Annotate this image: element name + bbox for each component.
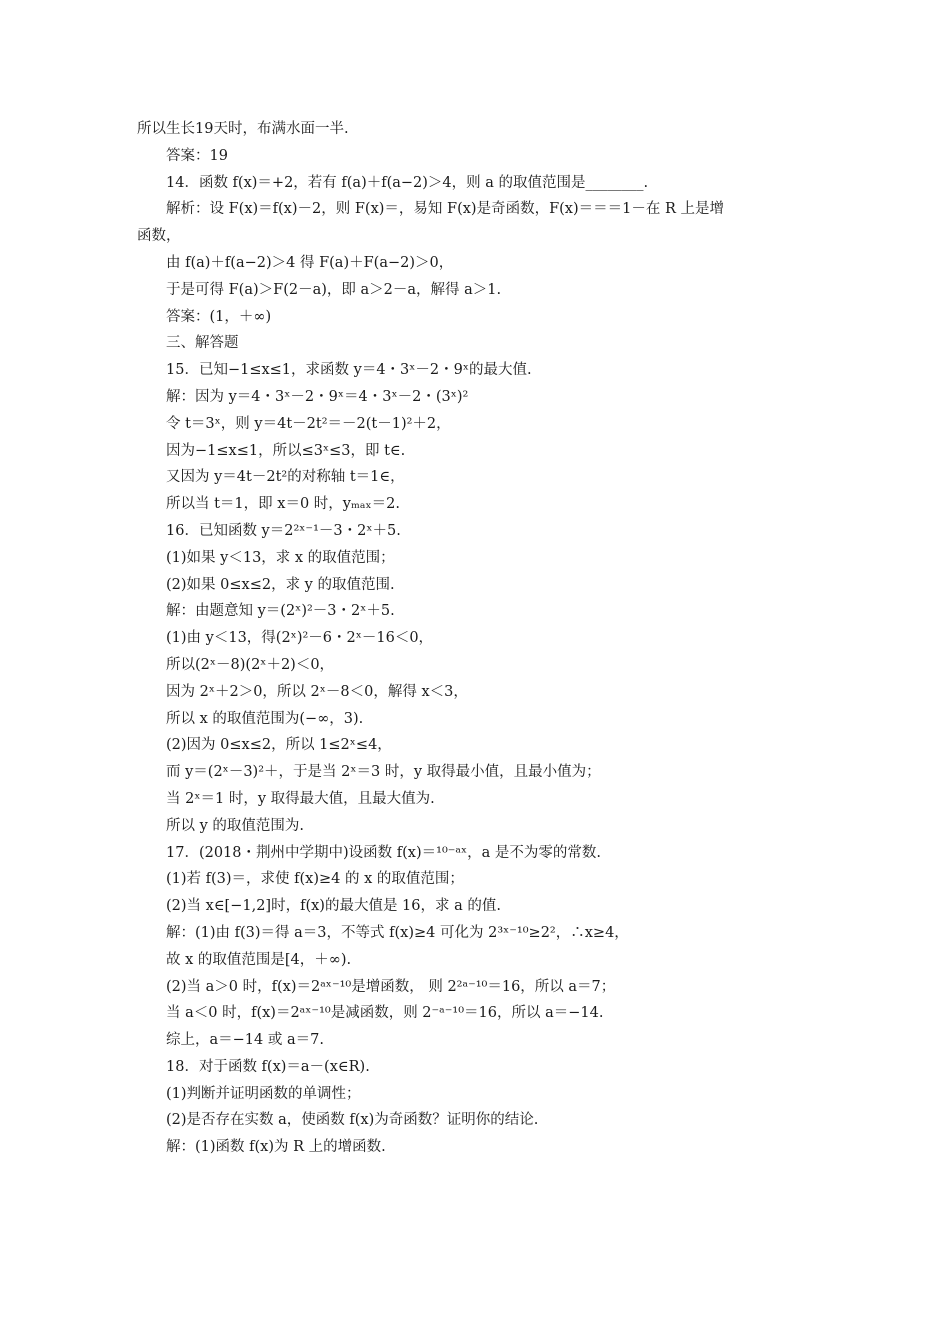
text-line: 令 t＝3ˣ，则 y＝4t－2t²＝－2(t－1)²＋2， (166, 415, 451, 432)
text-line: 又因为 y＝4t－2t²的对称轴 t＝1∈， (166, 469, 405, 486)
text-line: 由 f(a)＋f(a−2)＞4 得 F(a)＋F(a−2)＞0， (166, 254, 454, 271)
text-line: 三、解答题 (166, 335, 239, 352)
text-line: (2)当 x∈[−1,2]时，f(x)的最大值是 16，求 a 的值. (166, 898, 501, 915)
text-line: 解：由题意知 y＝(2ˣ)²－3・2ˣ＋5. (166, 603, 395, 620)
text-line: 当 2ˣ＝1 时，y 取得最大值，且最大值为. (166, 790, 435, 807)
text-line: (1)判断并证明函数的单调性； (166, 1085, 361, 1102)
text-line: 答案：19 (166, 147, 228, 164)
text-line: 因为−1≤x≤1，所以≤3ˣ≤3，即 t∈. (166, 442, 406, 459)
text-line: 所以生长19天时，布满水面一半. (137, 121, 349, 137)
text-line: (2)是否存在实数 a，使函数 f(x)为奇函数？证明你的结论. (166, 1112, 539, 1129)
text-line: 17．(2018・荆州中学期中)设函数 f(x)＝¹⁰⁻ᵃˣ，a 是不为零的常数. (166, 844, 602, 861)
text-line: (1)若 f(3)＝，求使 f(x)≥4 的 x 的取值范围； (166, 871, 464, 888)
text-line: (1)如果 y＜13，求 x 的取值范围； (166, 549, 395, 566)
document-body (0, 116, 950, 1161)
text-line: 而 y＝(2ˣ－3)²＋，于是当 2ˣ＝3 时，y 取得最小值，且最小值为； (166, 764, 601, 781)
text-line: 16．已知函数 y＝2²ˣ⁻¹－3・2ˣ＋5. (166, 522, 401, 539)
text-line: 所以 y 的取值范围为. (166, 817, 305, 834)
text-line: 函数， (137, 228, 181, 245)
text-line: (2)因为 0≤x≤2，所以 1≤2ˣ≤4， (166, 737, 392, 754)
text-line: 当 a＜0 时，f(x)＝2ᵃˣ⁻¹⁰是减函数，则 2⁻ᵃ⁻¹⁰＝16，所以 a＝−14. (166, 1005, 604, 1022)
text-line: 解析：设 F(x)＝f(x)－2，则 F(x)＝，易知 F(x)是奇函数，F(x)＝＝＝1－在 R 上是增 (166, 201, 724, 218)
text-line: 所以 x 的取值范围为(−∞，3). (166, 710, 364, 727)
text-line: 15．已知−1≤x≤1，求函数 y＝4・3ˣ－2・9ˣ的最大值. (166, 362, 532, 379)
text-line: 因为 2ˣ＋2＞0，所以 2ˣ－8＜0，解得 x＜3， (166, 683, 468, 700)
text-line: 14．函数 f(x)＝+2，若有 f(a)＋f(a−2)＞4，则 a 的取值范围是________. (166, 174, 649, 191)
text-line: 故 x 的取值范围是[4，＋∞). (166, 951, 352, 968)
text-line: 解：(1)由 f(3)＝得 a＝3，不等式 f(x)≥4 可化为 2³ˣ⁻¹⁰≥2²，∴x≥4， (166, 924, 629, 941)
text-line: 所以当 t＝1，即 x＝0 时，yₘₐₓ＝2. (166, 496, 400, 513)
text-line: 解：(1)函数 f(x)为 R 上的增函数. (166, 1139, 386, 1156)
text-line: (1)由 y＜13，得(2ˣ)²－6・2ˣ－16＜0， (166, 630, 434, 647)
text-line: 综上，a＝−14 或 a＝7. (166, 1032, 324, 1049)
text-line: (2)当 a＞0 时，f(x)＝2ᵃˣ⁻¹⁰是增函数， 则 2²ᵃ⁻¹⁰＝16，所以 a＝7； (166, 978, 616, 995)
text-line: 所以(2ˣ－8)(2ˣ＋2)＜0， (166, 656, 335, 673)
text-line: 答案：(1，＋∞) (166, 308, 272, 325)
text-line: 于是可得 F(a)＞F(2－a)，即 a＞2－a，解得 a＞1. (166, 281, 502, 298)
text-line: 解：因为 y＝4・3ˣ－2・9ˣ＝4・3ˣ－2・(3ˣ)² (166, 388, 469, 405)
text-line: (2)如果 0≤x≤2，求 y 的取值范围. (166, 576, 395, 593)
text-line: 18．对于函数 f(x)＝a－(x∈R). (166, 1058, 370, 1075)
